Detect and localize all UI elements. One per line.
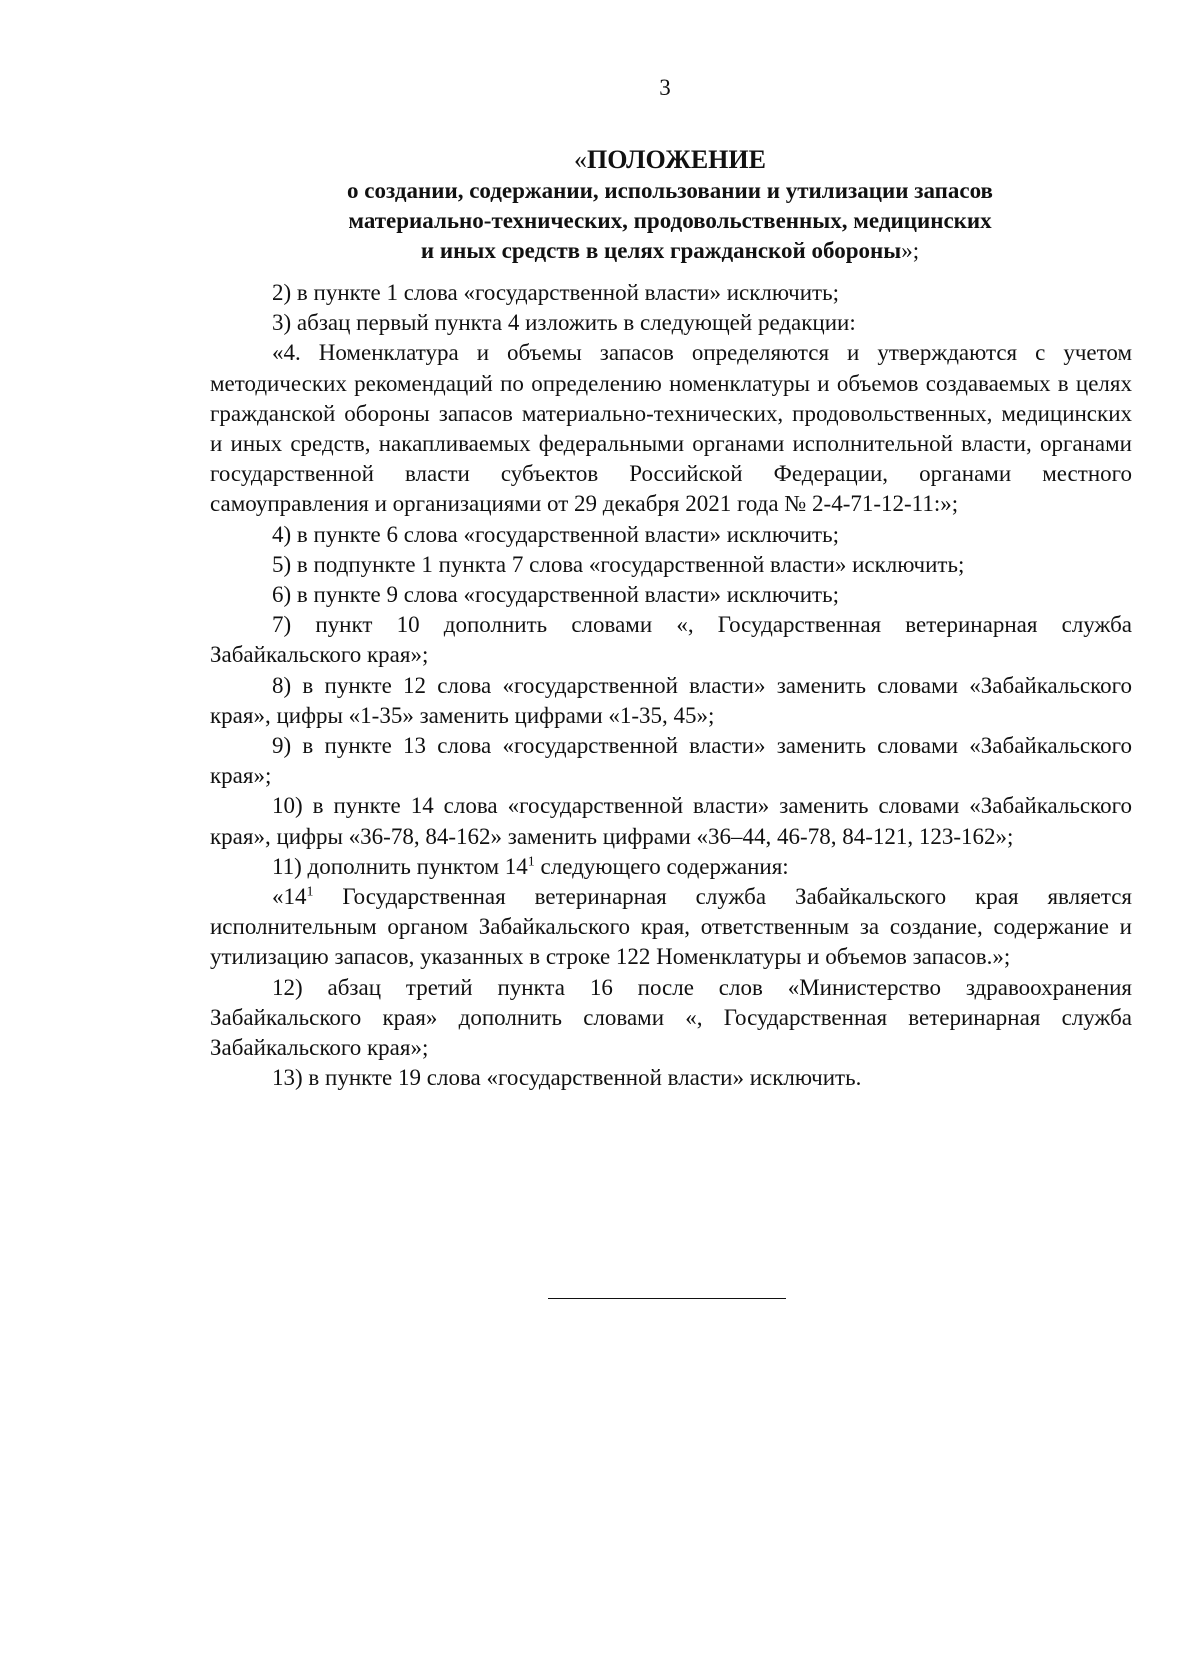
paragraph-clause-14-1-after: Государственная ветеринарная служба Забайкальского края является исполнительным органом Забайкальского края, ответственным за создание, содержание и утилизацию запасов, указанных в строке 122 Номенклатуры и объемов запасов.»;	[210, 884, 1132, 970]
paragraph-item-12: 12) абзац третий пункта 16 после слов «Министерство здравоохранения Забайкальского края» дополнить словами «, Государственная ветеринарная служба Забайкальского края»;	[210, 974, 1132, 1061]
title-line-3: и иных средств в целях гражданской обороны	[420, 238, 902, 263]
title-line-1: о создании, содержании, использовании и утилизации запасов	[347, 178, 993, 203]
paragraph-item-6: 6) в пункте 9 слова «государственной власти» исключить;	[272, 582, 839, 608]
title-main-line	[210, 144, 1130, 176]
page-number: 3	[659, 75, 671, 100]
paragraph-item-9: 9) в пункте 13 слова «государственной власти» заменить словами «Забайкальского края»;	[210, 733, 1132, 789]
paragraph-clause-4: «4. Номенклатура и объемы запасов определяются и утверждаются с учетом методических рекомендаций по определению номенклатуры и объемов создаваемых в целях гражданской обороны запасов материально-технических, продовольственных, медицинских и иных средств, накапливаемых федеральными органами исполнительной власти, органами государственной власти субъектов Российской Федерации, органами местного самоуправления и организациями от 29 декабря 2021 года № 2-4-71-12-11:»;	[210, 340, 1132, 517]
document-body	[210, 278, 1132, 1093]
paragraph-item-4: 4) в пункте 6 слова «государственной власти» исключить;	[272, 521, 839, 547]
title-line-2: материально-технических, продовольственных, медицинских	[348, 208, 992, 233]
paragraph-item-11-before: 11) дополнить пунктом 14	[272, 853, 528, 879]
title-close-quote: »;	[901, 238, 920, 263]
paragraph-item-13: 13) в пункте 19 слова «государственной власти» исключить.	[272, 1065, 862, 1091]
paragraph-item-10: 10) в пункте 14 слова «государственной власти» заменить словами «Забайкальского края», цифры «36-78, 84-162» заменить цифрами «36–44, 46-78, 84-121, 123-162»;	[210, 793, 1132, 849]
paragraph-clause-14-1-before: «14	[272, 884, 307, 910]
paragraph-item-5: 5) в подпункте 1 пункта 7 слова «государственной власти» исключить;	[272, 551, 965, 577]
title-open-quote: «	[574, 145, 588, 174]
paragraph-item-11-superscript: 1	[527, 854, 535, 870]
paragraph-item-2: 2) в пункте 1 слова «государственной власти» исключить;	[272, 280, 839, 305]
title-main: ПОЛОЖЕНИЕ	[587, 145, 766, 174]
title-line-3-wrap	[210, 236, 1130, 266]
paragraph-item-3: 3) абзац первый пункта 4 изложить в следующей редакции:	[272, 310, 856, 336]
paragraph-item-11	[210, 852, 1132, 882]
end-divider-line	[548, 1298, 786, 1299]
paragraph-item-8: 8) в пункте 12 слова «государственной власти» заменить словами «Забайкальского края», цифры «1-35» заменить цифрами «1-35, 45»;	[210, 672, 1132, 728]
paragraph-item-11-after: следующего содержания:	[534, 853, 789, 879]
paragraph-clause-14-1-superscript: 1	[306, 884, 314, 900]
paragraph-clause-14-1	[210, 882, 1132, 973]
document-title	[210, 144, 1130, 266]
paragraph-item-7: 7) пункт 10 дополнить словами «, Государственная ветеринарная служба Забайкальского края»;	[210, 612, 1132, 668]
